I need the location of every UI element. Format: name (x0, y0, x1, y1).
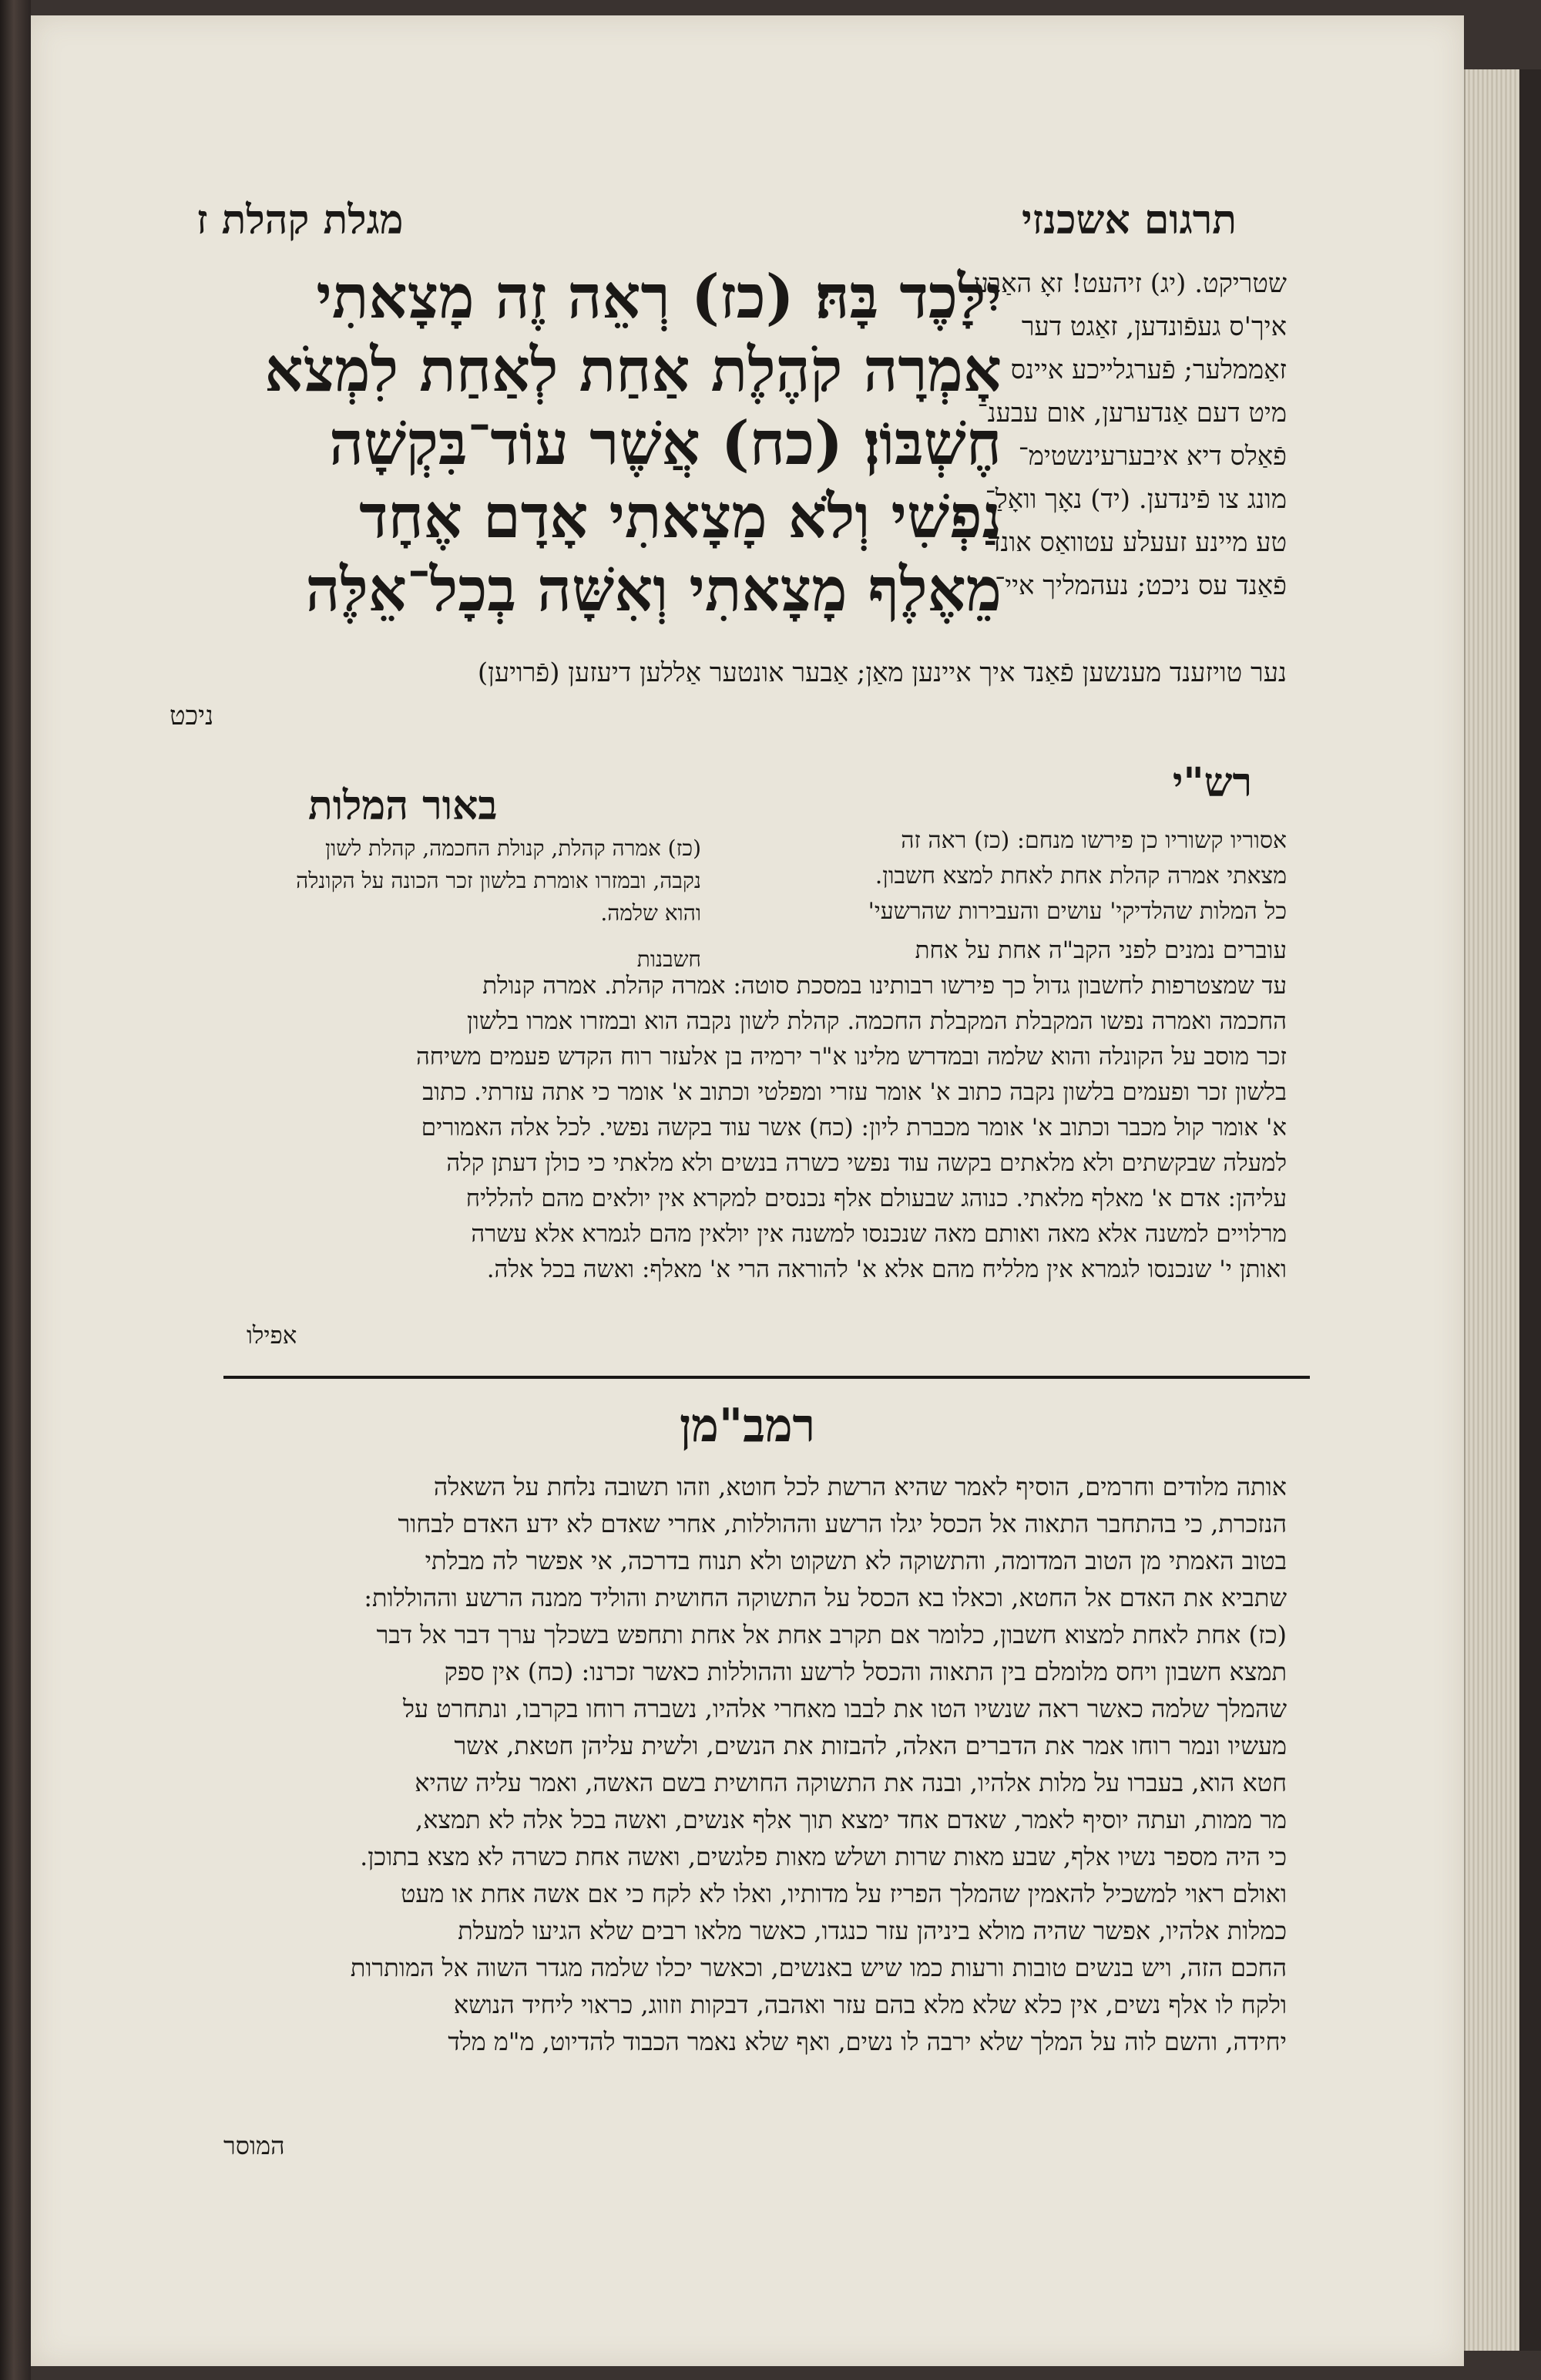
biur-line: (כז) אמרה קהלת, קנולת החכמה, קהלת לשון (324, 835, 701, 861)
ramban-line: אותה מלודים וחרמים, הוסיף לאמר שהיא הרשת לכל חוטא, וזהו תשובה נלחת על השאלה (433, 1472, 1287, 1501)
rashi-title: רש"י (1172, 759, 1252, 806)
rashi-line: עוברים נמנים לפני הקב"ה אחת על אחת (915, 936, 1287, 964)
ramban-line: הנזכרת, כי בהתחבר התאוה אל הכסל יגלו הרשע וההוללות, אחרי שאדם לא ידע האדם לבחור (398, 1509, 1287, 1538)
targum-line: נער טויזענד מענשען פֿאַנד איך איינען מאַן; אַבער אונטער אַללען דיעזען (פֿרויען) (477, 657, 1287, 688)
ramban-line: (כז) אחת לאחת למצוא חשבון, כלומר אם תקרב אחת אל אחת ותחפש בשכלך ערך דבר אל דבר (376, 1620, 1287, 1649)
book-page (31, 15, 1464, 2366)
rashi-line: מרלויים למשנה אלא מאה ואותם מאה שנכנסו למשנה אין יולאין מהם לגמרא אלא עשרה (471, 1220, 1287, 1248)
bible-line: יִלָּכֶד בָּהּ׃ (כז) רְאֵה זֶה מָצָאתִי (316, 262, 1002, 332)
section-divider (223, 1376, 1310, 1379)
bible-line: חֶשְׁבּוֹן׃ (כח) אֲשֶׁר עוֹד־בִּקְשָׁה (329, 408, 1002, 479)
targum-line: איך'ס געפֿונדען, זאַגט דער (1021, 311, 1287, 342)
rashi-line: החכמה ואמרה נפשו המקבלת המקבלת החכמה. קהלת לשון נקבה הוא ובמזרו אמרו בלשון (467, 1007, 1287, 1035)
biur-catchword: חשבנות (636, 946, 701, 972)
rashi-line: למעלה שבקשתים ולא מלאתים בקשה עוד נפשי כשרה בנשים ולא מלאתי כי כולן דעתן קלה (446, 1149, 1287, 1177)
biur-title: באור המלות (308, 782, 498, 829)
ramban-line: שהמלך שלמה כאשר ראה שנשיו הטו את לבבו מאחרי אלהיו, נשברה רוחו בקרבו, ונתחרט על (402, 1694, 1287, 1723)
ramban-line: ואולם ראוי למשכיל להאמין שהמלך הפריז על מדותיו, ואלו לא לקח כי אם אשה אחת או מעט (401, 1879, 1287, 1908)
ramban-line: כי היה מספר נשיו אלף, שבע מאות שרות ושלש מאות פלגשים, ואשה אחת כשרה לא מצא בתוכן. (360, 1842, 1287, 1871)
page-edges (1464, 69, 1521, 2351)
rashi-line: א' אומר קול מכבר וכתוב א' אומר מכברת ליון: (כח) אשר עוד בקשה נפשי. לכל אלה האמורים (421, 1114, 1287, 1141)
rashi-line: מצאתי אמרה קהלת אחת לאחת למצא חשבון. (875, 862, 1287, 889)
targum-continuation (170, 651, 1287, 738)
biur-line: והוא שלמה. (600, 900, 701, 926)
ramban-line: שתביא את האדם אל החטא, וכאלו בא הכסל על התשוקה החושית והוליד ממנה הרשע וההוללות: (364, 1583, 1287, 1612)
targum-line: שטריקט. (יג) זיהעט! זאָ האַבע (973, 268, 1287, 299)
rashi-line: ואותן י' שנכנסו לגמרא אין מלליח מהם אלא א' להוראה הרי א' מאלף: ואשה בכל אלה. (486, 1256, 1287, 1283)
rashi-line: כל המלות שהלדיקי' עושים והעבירות שהרשעי' (868, 898, 1287, 925)
ramban-line: מעשיו ונמר רוחו אמר את הדברים האלה, להבזות את הנשים, ולשית עליהן חטאת, אשר (454, 1731, 1287, 1760)
header-book-title: מגלת קהלת ז (196, 197, 404, 244)
rashi-catchword: אפילו (247, 1322, 297, 1350)
ramban-line: מר ממות, ועתה יוסיף לאמר, שאדם אחד ימצא תוך אלף אנשים, ואשה בכל אלה לא תמצא, (415, 1805, 1287, 1834)
biur-block (223, 832, 701, 929)
book-spine (0, 0, 31, 2380)
targum-line: פֿאַנד עס ניכט; נעהמליך איי־ (995, 570, 1287, 601)
bible-line: אָמְרָה קֹהֶלֶת אַחַת לְאַחַת לִמְצֹא (264, 335, 1002, 405)
ramban-line: חטא הוא, בעברו על מלות אלהיו, ובנה את התשוקה החושית בשם האשה, ואמר עליה שהיא (415, 1768, 1287, 1797)
rashi-line: בלשון זכר ופעמים בלשון נקבה כתוב א' אומר עזרי ומפלטי וכתוב א' אומר כי אתה עזרתי. כתוב (422, 1078, 1287, 1106)
rashi-line: עד שמצטרפות לחשבון גדול כך פירשו רבותינו במסכת סוטה: אמרה קהלת. אמרה קנולת (482, 972, 1287, 1000)
rashi-body (170, 933, 1287, 1287)
rashi-line: אסוריו קשוריו כן פירשו מנחם: (כז) ראה זה (901, 827, 1287, 854)
ramban-body (170, 1468, 1287, 2060)
ramban-line: יחידה, והשם לוה על המלך שלא ירבה לו נשים, ואף שלא נאמר הכבוד להדיוט, מ"מ מלד (448, 2027, 1287, 2056)
rashi-top-block (709, 823, 1287, 929)
ramban-line: תמצא חשבון ויחס מלומלם בין התאוה והכסל לרשע וההוללות כאשר זכרנו: (כח) אין ספק (444, 1657, 1287, 1686)
biur-line: נקבה, ובמזרו אומרת בלשון זכר הכונה על הקונלה (296, 868, 701, 893)
targum-line: טע מיינע זעעלע עטוואַס אונד (988, 527, 1287, 558)
ramban-line: בטוב האמתי מן הטוב המדומה, והתשוקה לא תשקוט ולא תנוח בדרכה, אי אפשר לה מבלתי (425, 1546, 1287, 1575)
targum-line: מונג צו פֿינדען. (יד) נאָך וואָלַ־ (985, 484, 1287, 515)
targum-line: ניכט (170, 701, 214, 731)
rashi-line: עליהן: אדם א' מאלף מלאתי. כנוהג שבעולם אלף נכנסים למקרא אין יולאים מהם להלליח (465, 1185, 1287, 1212)
ramban-line: ולקח לו אלף נשים, אין כלא שלא מלא בהם עזר ואהבה, דבקות וזווג, כראוי ליחיד הנושא (453, 1990, 1287, 2019)
bible-text-column (223, 261, 1002, 627)
page-edge-shadow (1519, 69, 1541, 2351)
bible-line: מֵאֶלֶף מָצָאתִי וְאִשָּׁה בְכָל־אֵלֶּה (305, 555, 1002, 625)
targum-line: פֿאַלס דיא איבערעינשטימ־ (1018, 441, 1287, 472)
targum-line: מיט דעם אַנדערען, אום עבענ־ (977, 398, 1287, 429)
bible-line: נַפְשִׁי וְלֹא מָצָאתִי אָדָם אֶחָד (359, 482, 1002, 552)
ramban-catchword: המוסר (223, 2131, 285, 2160)
targum-line: זאַממלער; פֿערגלייכע איינס (1010, 355, 1287, 385)
rashi-line: זכר מוסב על הקונלה והוא שלמה ובמדרש מלינו א"ר ירמיה בן אלעזר רוח הקדש פעמים משיחה (415, 1043, 1287, 1071)
header-targum-title: תרגום אשכנזי (1022, 197, 1237, 244)
ramban-title: רמב"מן (679, 1399, 816, 1453)
ramban-line: החכם הזה, ויש בנשים טובות ורעות כמו שיש באנשים, וכאשר יכלו שלמה מגדר השוה אל המותרות (350, 1953, 1287, 1982)
ramban-line: כמלות אלהיו, אפשר שהיה מולא ביניהן עזר כנגדו, כאשר מלאו רבים שלא הגיעו למעלת (458, 1916, 1287, 1945)
